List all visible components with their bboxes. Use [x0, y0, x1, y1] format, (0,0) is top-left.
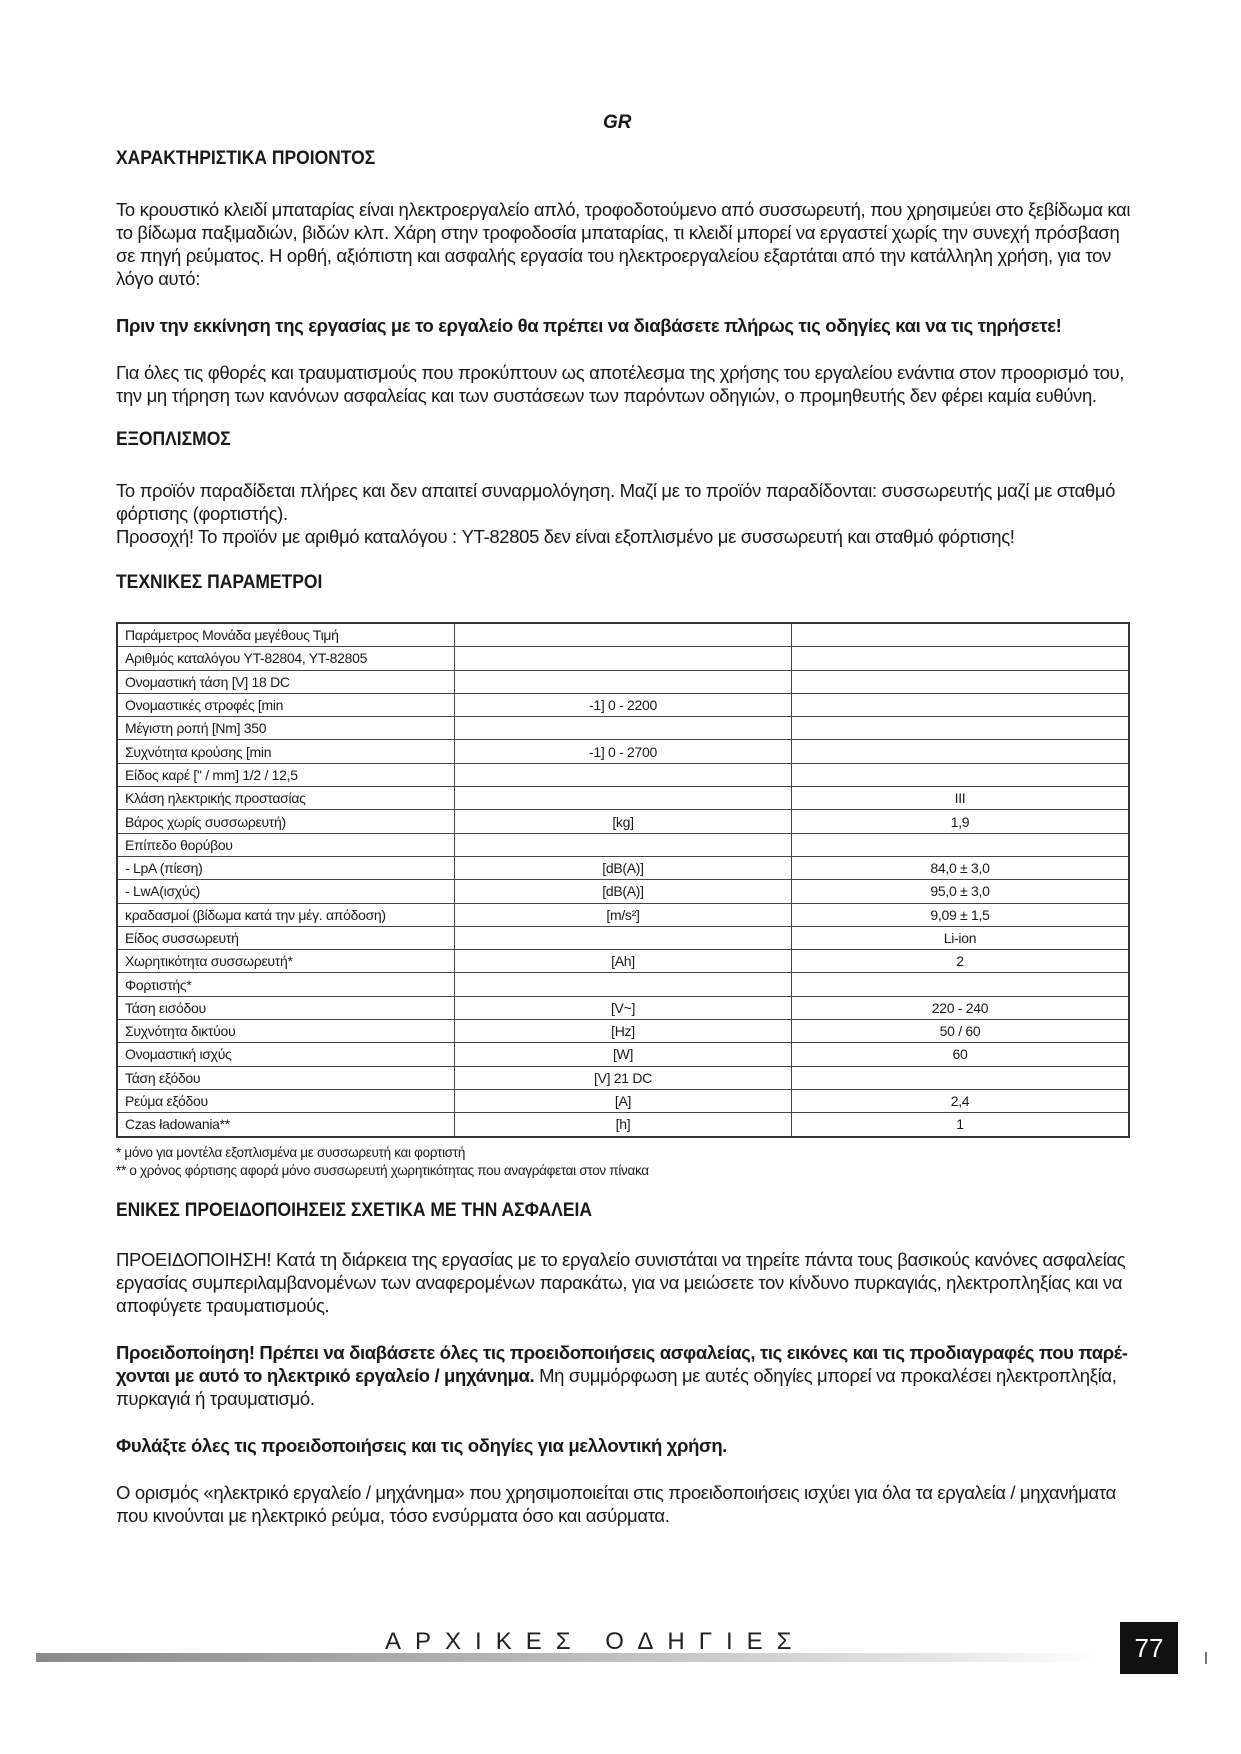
table-cell: Είδος συσσωρευτή — [117, 926, 455, 949]
table-cell: Φορτιστής* — [117, 973, 455, 996]
table-cell: Ονομαστικές στροφές [min — [117, 693, 455, 716]
table-cell: Αριθμός καταλόγου YT-82804, YT-82805 — [117, 647, 455, 670]
table-cell: Τάση εξόδου — [117, 1066, 455, 1089]
table-cell: [W] — [455, 1043, 792, 1066]
table-cell — [455, 833, 792, 856]
table-row — [117, 833, 1129, 856]
language-code: GR — [603, 112, 632, 133]
text-line: το βίδωμα παξιμαδιών, βιδών κλπ. Χάρη στην τροφοδοσία μπαταρίας, τι κλειδί μπορεί να εργαστεί χωρίς την συνεχή πρόσβαση — [116, 222, 1120, 243]
table-cell: Μέγιστη ροπή [Nm] 350 — [117, 717, 455, 740]
table-cell — [455, 926, 792, 949]
text-line: Το προϊόν παραδίδεται πλήρες και δεν απαιτεί συναρμολόγηση. Μαζί με το προϊόν παραδίδονται: συσσωρευτής μαζί με σταθμό — [116, 480, 1116, 501]
text-line: Για όλες τις φθορές και τραυματισμούς που προκύπτουν ως αποτέλεσμα της χρήσης του εργαλείου ενάντια στον προορισμό του, — [116, 362, 1125, 383]
table-cell: -1] 0 - 2200 — [455, 693, 792, 716]
table-cell: Παράμετρος Μονάδα μεγέθους Τιμή — [117, 623, 455, 647]
text-line: Προσοχή! Το προϊόν με αριθμό καταλόγου : YT-82805 δεν είναι εξοπλισμένο με συσσωρευτή και σταθμό φόρτισης! — [116, 526, 1015, 547]
table-cell: Κλάση ηλεκτρικής προστασίας — [117, 787, 455, 810]
footnote: ** ο χρόνος φόρτισης αφορά μόνο συσσωρευτή χωρητικότητας που αναγράφεται στον πίνακα — [116, 1162, 649, 1178]
table-cell — [792, 647, 1130, 670]
table-cell — [455, 623, 792, 647]
table-row — [117, 693, 1129, 716]
table-cell: 220 - 240 — [792, 996, 1130, 1019]
table-cell: Ρεύμα εξόδου — [117, 1089, 455, 1112]
table-cell: 2,4 — [792, 1089, 1130, 1112]
table-cell: Επίπεδο θορύβου — [117, 833, 455, 856]
table-row — [117, 1089, 1129, 1112]
table-cell: Βάρος χωρίς συσσωρευτή) — [117, 810, 455, 833]
technical-heading: ΤΕΧΝΙΚΕΣ ΠΑΡΑΜΕΤΡΟΙ — [116, 572, 323, 593]
table-cell — [792, 670, 1130, 693]
table-row — [117, 717, 1129, 740]
read-instructions-warning: Πριν την εκκίνηση της εργασίας με το εργαλείο θα πρέπει να διαβάσετε πλήρως τις οδηγίες και να τις τηρήσετε! — [116, 315, 1062, 336]
keep-instructions-notice: Φυλάξτε όλες τις προειδοποιήσεις και τις οδηγίες για μελλοντική χρήση. — [116, 1434, 728, 1456]
table-cell: [dB(A)] — [455, 856, 792, 879]
liability-paragraph — [116, 361, 1134, 407]
table-cell: Li-ion — [792, 926, 1130, 949]
footer-title: ΑΡΧΙΚΕΣ ΟΔΗΓΙΕΣ — [385, 1628, 806, 1655]
table-row — [117, 973, 1129, 996]
table-cell — [792, 717, 1130, 740]
table-cell: 2 — [792, 950, 1130, 973]
text-line: Ο ορισμός «ηλεκτρικό εργαλείο / μηχάνημα» που χρησιμοποιείται στις προειδοποιήσεις ισχύει για όλα τα εργαλεία / μηχανήματα — [116, 1481, 1116, 1503]
table-cell: 1,9 — [792, 810, 1130, 833]
text-line: την μη τήρηση των κανόνων ασφαλείας και των συστάσεων των παρόντων οδηγιών, ο προμηθευτής δεν φέρει καμία ευθύνη. — [116, 385, 1097, 406]
table-cell: [dB(A)] — [455, 880, 792, 903]
table-row — [117, 880, 1129, 903]
equipment-paragraph — [116, 479, 1134, 548]
table-cell — [455, 647, 792, 670]
footnote: * μόνο για μοντέλα εξοπλισμένα με συσσωρευτή και φορτιστή — [116, 1144, 466, 1160]
features-paragraph — [116, 198, 1134, 290]
safety-heading: ΕΝΙΚΕΣ ΠΡΟΕΙΔΟΠΟΙΗΣΕΙΣ ΣΧΕΤΙΚΑ ΜΕ ΤΗΝ ΑΣΦΑΛΕΙΑ — [116, 1199, 592, 1221]
table-row — [117, 810, 1129, 833]
table-cell: [m/s²] — [455, 903, 792, 926]
table-cell: III — [792, 787, 1130, 810]
text-line: Μη συμμόρφωση με αυτές οδηγίες μπορεί να προκαλέσει ηλεκτροπληξία, — [534, 1364, 1117, 1386]
table-row — [117, 1113, 1129, 1137]
table-cell — [455, 973, 792, 996]
text-line: αποφύγετε τραυματισμούς. — [116, 1294, 330, 1316]
text-line: Το κρουστικό κλειδί μπαταρίας είναι ηλεκτροεργαλείο απλό, τροφοδοτούμενο από συσσωρευτή, που χρησιμεύει στο ξεβίδωμα και — [116, 199, 1131, 220]
table-cell: Χωρητικότητα συσσωρευτή* — [117, 950, 455, 973]
table-cell: 95,0 ± 3,0 — [792, 880, 1130, 903]
page-content — [116, 146, 1134, 1527]
table-cell: 1 — [792, 1113, 1130, 1137]
bold-text: χονται με αυτό το ηλεκτρικό εργαλείο / μηχάνημα. — [116, 1364, 535, 1386]
text-line: που κινούνται με ηλεκτρικό ρεύμα, τόσο ενσύρματα όσο και ασύρματα. — [116, 1504, 670, 1526]
table-cell: [A] — [455, 1089, 792, 1112]
table-cell — [455, 717, 792, 740]
table-cell: [Hz] — [455, 1020, 792, 1043]
table-row — [117, 1020, 1129, 1043]
table-cell: κραδασμοί (βίδωμα κατά την μέγ. απόδοση) — [117, 903, 455, 926]
table-cell: 9,09 ± 1,5 — [792, 903, 1130, 926]
table-cell — [792, 623, 1130, 647]
table-row — [117, 996, 1129, 1019]
table-cell: Συχνότητα δικτύου — [117, 1020, 455, 1043]
safety-warning-paragraph — [116, 1248, 1134, 1317]
table-cell: Ονομαστική ισχύς — [117, 1043, 455, 1066]
table-cell: Τάση εισόδου — [117, 996, 455, 1019]
table-cell: - LpA (πίεση) — [117, 856, 455, 879]
table-row — [117, 763, 1129, 786]
table-cell: Είδος καρέ [" / mm] 1/2 / 12,5 — [117, 763, 455, 786]
table-row — [117, 1066, 1129, 1089]
table-row — [117, 623, 1129, 647]
features-heading: ΧΑΡΑΚΤΗΡΙΣΤΙΚΑ ΠΡΟΙΟΝΤΟΣ — [116, 148, 376, 169]
page-number: 77 — [1120, 1622, 1178, 1674]
table-row — [117, 950, 1129, 973]
table-cell — [792, 740, 1130, 763]
table-cell: 50 / 60 — [792, 1020, 1130, 1043]
table-cell: 84,0 ± 3,0 — [792, 856, 1130, 879]
text-line: ΠΡΟΕΙΔΟΠΟΙΗΣΗ! Κατά τη διάρκεια της εργασίας με το εργαλείο συνιστάται να τηρείτε πάντα τους βασικούς κανόνες ασφαλείας — [116, 1248, 1126, 1270]
text-line: πυρκαγιά ή τραυματισμό. — [116, 1387, 315, 1409]
read-warnings-paragraph — [116, 1341, 1134, 1410]
text-line: εργασίας συμπεριλαμβανομένων των αναφερομένων παρακάτω, για να μειώσετε τον κίνδυνο πυρκαγιάς, ηλεκτροπληξίας και να — [116, 1271, 1123, 1293]
text-line: λόγο αυτό: — [116, 268, 200, 289]
table-cell — [792, 833, 1130, 856]
table-cell: [h] — [455, 1113, 792, 1137]
table-cell: [kg] — [455, 810, 792, 833]
equipment-heading: ΕΞΟΠΛΙΣΜΟΣ — [116, 429, 231, 450]
table-cell: [V] 21 DC — [455, 1066, 792, 1089]
bold-text: Προειδοποίηση! Πρέπει να διαβάσετε όλες τις προειδοποιήσεις ασφαλείας, τις εικόνες και τις προδιαγραφές που παρέ- — [116, 1341, 1128, 1363]
table-cell: -1] 0 - 2700 — [455, 740, 792, 763]
table-row — [117, 926, 1129, 949]
text-line: σε πηγή ρεύματος. Η ορθή, αξιόπιστη και ασφαλής εργασία του ηλεκτροεργαλείου εξαρτάται από την κατάλληλη χρήση, για τον — [116, 245, 1111, 266]
table-cell — [792, 973, 1130, 996]
table-row — [117, 903, 1129, 926]
table-cell — [455, 763, 792, 786]
table-cell: 60 — [792, 1043, 1130, 1066]
table-cell: Ονομαστική τάση [V] 18 DC — [117, 670, 455, 693]
table-row — [117, 740, 1129, 763]
table-row — [117, 670, 1129, 693]
definition-paragraph — [116, 1481, 1134, 1527]
table-cell — [792, 763, 1130, 786]
table-cell: [V~] — [455, 996, 792, 1019]
table-cell — [792, 693, 1130, 716]
table-cell — [455, 670, 792, 693]
table-row — [117, 647, 1129, 670]
table-cell: - LwA(ισχύς) — [117, 880, 455, 903]
table-cell — [792, 1066, 1130, 1089]
table-cell: Συχνότητα κρούσης [min — [117, 740, 455, 763]
table-row — [117, 1043, 1129, 1066]
table-cell — [455, 787, 792, 810]
table-row — [117, 856, 1129, 879]
table-cell: [Ah] — [455, 950, 792, 973]
table-cell: Czas ładowania** — [117, 1113, 455, 1137]
table-row — [117, 787, 1129, 810]
text-line: φόρτισης (φορτιστής). — [116, 503, 288, 524]
edge-mark — [1205, 1652, 1207, 1664]
technical-parameters-table — [116, 622, 1130, 1138]
